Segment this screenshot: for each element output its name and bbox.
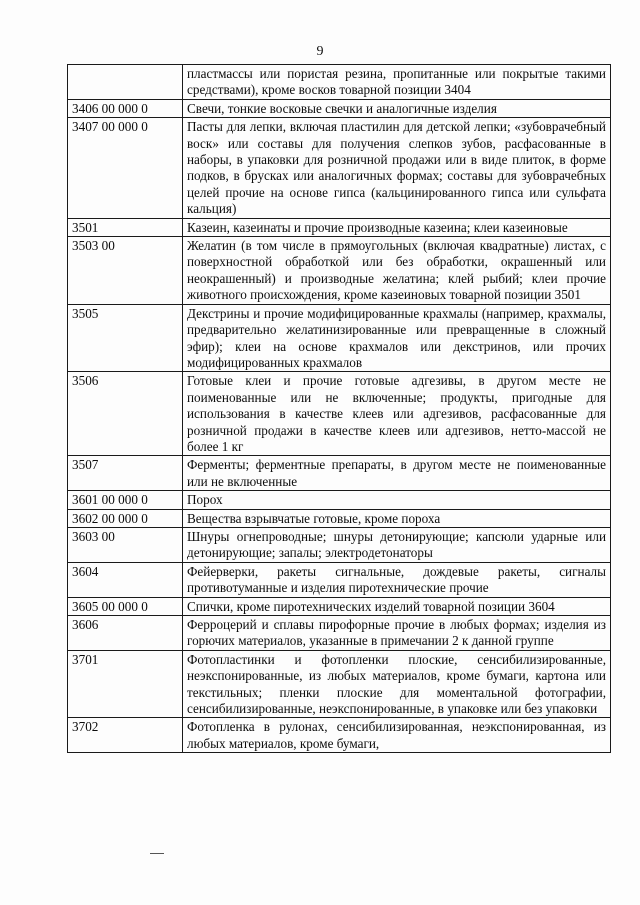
table-body — [68, 65, 611, 753]
description-cell: Ферменты; ферментные препараты, в другом месте не поименованные или не включенные — [183, 456, 611, 491]
code-cell: 3601 00 000 0 — [68, 491, 183, 509]
code-cell: 3506 — [68, 372, 183, 456]
table-row — [68, 650, 611, 718]
description-cell: пластмассы или пористая резина, пропитанные или покрытые такими средствами), кроме восков товарной позиции 3404 — [183, 65, 611, 100]
table-row — [68, 491, 611, 509]
page-number: 9 — [316, 44, 324, 59]
description-cell: Декстрины и прочие модифицированные крахмалы (например, крахмалы, предварительно желатинизированные или превращенные в сложный эфир); клеи на основе крахмалов или декстринов, или прочих модифицированных крахмалов — [183, 304, 611, 372]
code-cell — [68, 65, 183, 100]
description-cell: Вещества взрывчатые готовые, кроме пороха — [183, 509, 611, 527]
table-row — [68, 118, 611, 218]
table-row — [68, 597, 611, 615]
code-cell: 3406 00 000 0 — [68, 99, 183, 117]
table-row — [68, 237, 611, 305]
code-cell: 3603 00 — [68, 527, 183, 562]
code-cell: 3701 — [68, 650, 183, 718]
description-cell: Фейерверки, ракеты сигнальные, дождевые ракеты, сигналы противотуманные и изделия пиротехнические прочие — [183, 562, 611, 597]
table-row — [68, 509, 611, 527]
code-cell: 3501 — [68, 218, 183, 236]
table-row — [68, 718, 611, 753]
table-row — [68, 65, 611, 100]
table-row — [68, 372, 611, 456]
code-cell: 3505 — [68, 304, 183, 372]
description-cell: Готовые клеи и прочие готовые адгезивы, в другом месте не поименованные или не включенные; продукты, пригодные для использования в качестве клеев или адгезивов, расфасованные для розничной продажи в качестве клеев или адгезивов, нетто-массой не более 1 кг — [183, 372, 611, 456]
scan-mark — [150, 853, 164, 854]
table-row — [68, 456, 611, 491]
description-cell: Пасты для лепки, включая пластилин для детской лепки; «зубоврачебный воск» или составы для получения слепков зубов, расфасованные в наборы, в упаковки для розничной продажи или в виде плиток, в форме подков, в брусках или аналогичных формах; составы для зубоврачебных целей прочие на основе гипса (кальцинированного гипса или сульфата кальция) — [183, 118, 611, 218]
description-cell: Казеин, казеинаты и прочие производные казеина; клеи казеиновые — [183, 218, 611, 236]
table-row — [68, 218, 611, 236]
code-cell: 3503 00 — [68, 237, 183, 305]
description-cell: Фотопластинки и фотопленки плоские, сенсибилизированные, неэкспонированные, из любых материалов, кроме бумаги, картона или текстильных; пленки плоские для моментальной фотографии, сенсибилизированные, неэкспонированные, в упаковке или без упаковки — [183, 650, 611, 718]
description-cell: Шнуры огнепроводные; шнуры детонирующие; капсюли ударные или детонирующие; запалы; электродетонаторы — [183, 527, 611, 562]
table-row — [68, 99, 611, 117]
table-row — [68, 304, 611, 372]
table-row — [68, 562, 611, 597]
description-cell: Фотопленка в рулонах, сенсибилизированная, неэкспонированная, из любых материалов, кроме бумаги, — [183, 718, 611, 753]
code-cell: 3702 — [68, 718, 183, 753]
code-cell: 3602 00 000 0 — [68, 509, 183, 527]
code-cell: 3604 — [68, 562, 183, 597]
goods-code-table — [67, 64, 611, 753]
description-cell: Желатин (в том числе в прямоугольных (включая квадратные) листах, с поверхностной обработкой или без обработки, окрашенный или неокрашенный) и производные желатина; клей рыбий; клеи прочие животного происхождения, кроме казеиновых товарной позиции 3501 — [183, 237, 611, 305]
description-cell: Порох — [183, 491, 611, 509]
table-row — [68, 616, 611, 651]
code-cell: 3605 00 000 0 — [68, 597, 183, 615]
code-cell: 3606 — [68, 616, 183, 651]
description-cell: Спички, кроме пиротехнических изделий товарной позиции 3604 — [183, 597, 611, 615]
code-cell: 3507 — [68, 456, 183, 491]
code-cell: 3407 00 000 0 — [68, 118, 183, 218]
table-row — [68, 527, 611, 562]
description-cell: Ферроцерий и сплавы пирофорные прочие в любых формах; изделия из горючих материалов, указанные в примечании 2 к данной группе — [183, 616, 611, 651]
description-cell: Свечи, тонкие восковые свечки и аналогичные изделия — [183, 99, 611, 117]
